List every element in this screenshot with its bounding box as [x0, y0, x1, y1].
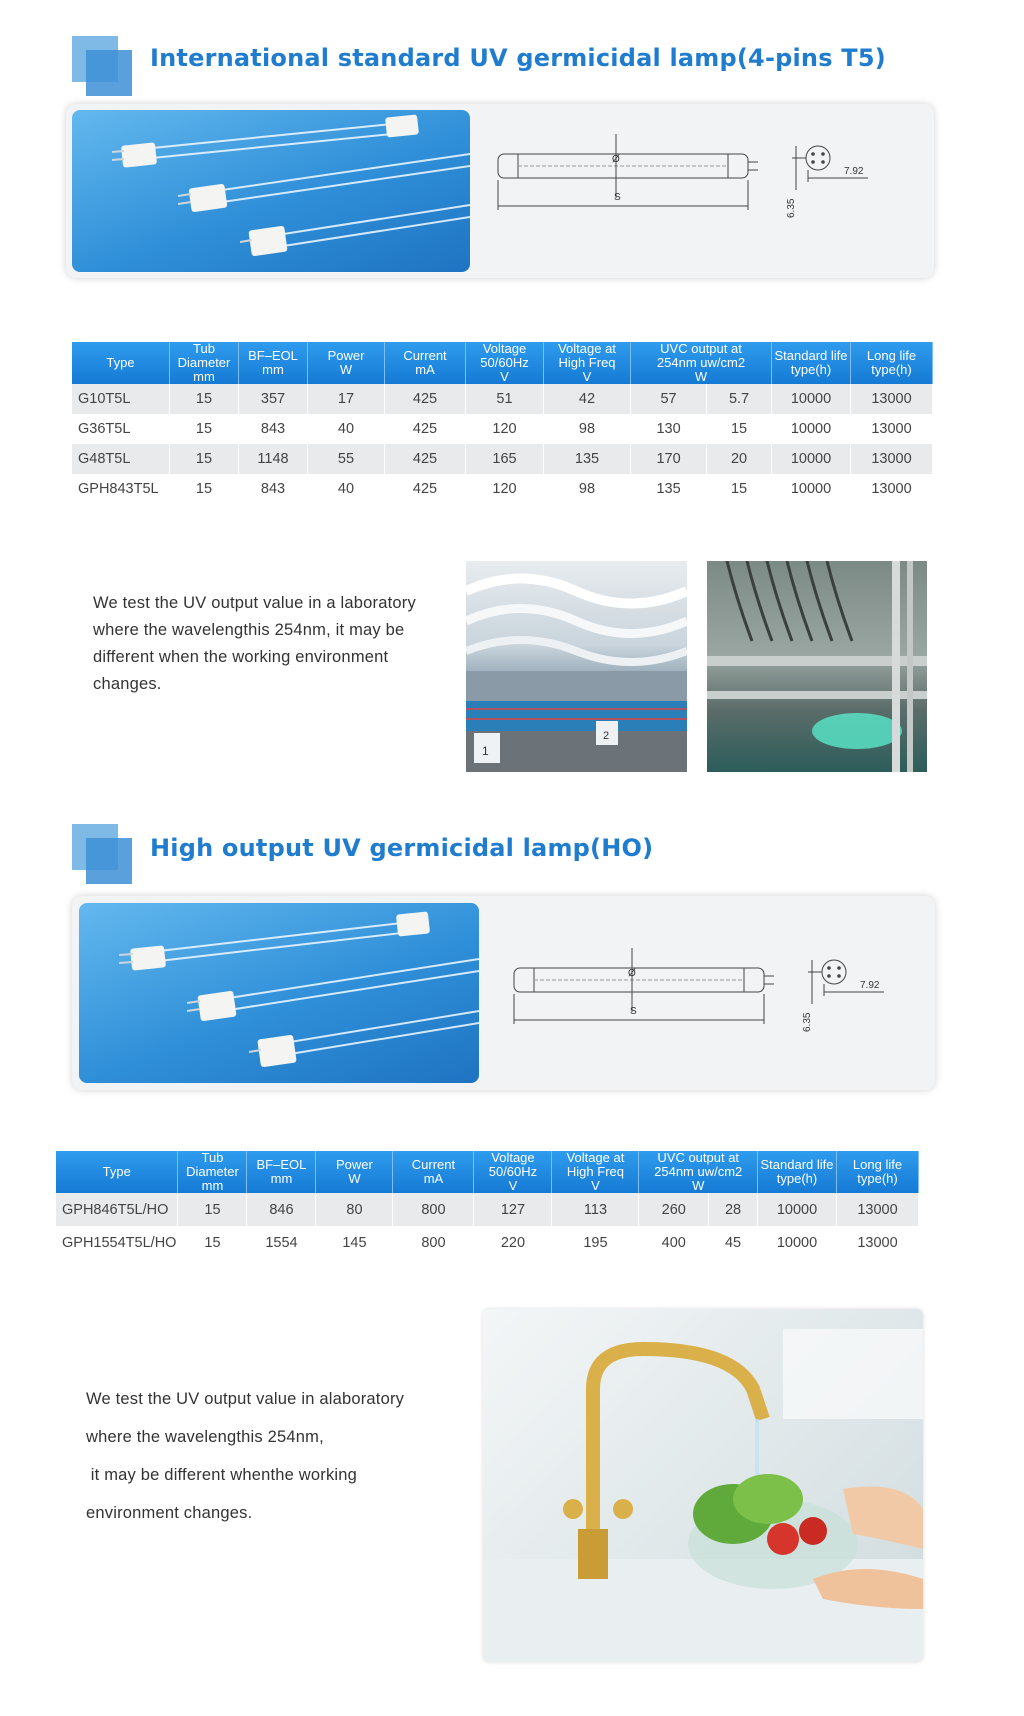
table-cell: GPH1554T5L/HO [56, 1226, 178, 1259]
table-cell: 800 [393, 1193, 474, 1226]
table-cell: 15 [170, 444, 239, 474]
table-cell: 113 [552, 1193, 639, 1226]
table-cell: 13000 [851, 414, 933, 444]
column-header: Voltage 50/60Hz V [466, 342, 544, 384]
table-cell: 1148 [239, 444, 308, 474]
section-icon [72, 824, 132, 884]
table-row [56, 1226, 919, 1259]
column-header: Voltage at High Freq V [544, 342, 631, 384]
pin-height-label: 6.35 [786, 198, 797, 218]
table-cell: 165 [466, 444, 544, 474]
table-cell: 1554 [247, 1226, 316, 1259]
spec-table-t5 [72, 342, 933, 504]
column-header: Current mA [385, 342, 466, 384]
table-cell: 15 [178, 1193, 247, 1226]
table-cell: 127 [474, 1193, 552, 1226]
table-cell: 13000 [851, 384, 933, 414]
column-header: UVC output at 254nm uw/cm2 W [631, 342, 772, 384]
section-title-ho: High output UV germicidal lamp(HO) [150, 834, 654, 862]
table-cell: 15 [707, 414, 772, 444]
table-cell: 120 [466, 474, 544, 504]
length-label: S [614, 192, 621, 203]
table-cell: 800 [393, 1226, 474, 1259]
table-cell: 15 [178, 1226, 247, 1259]
pin-spacing-label: 7.92 [844, 166, 864, 177]
table-cell: 98 [544, 474, 631, 504]
column-header: Tub Diameter mm [178, 1151, 247, 1193]
table-row [72, 474, 933, 504]
column-header: Type [56, 1151, 178, 1193]
table-cell: 13000 [837, 1193, 919, 1226]
table-cell: 40 [308, 474, 385, 504]
table-cell: 10000 [772, 444, 851, 474]
table-cell: G36T5L [72, 414, 170, 444]
table-cell: GPH846T5L/HO [56, 1193, 178, 1226]
table-cell: 425 [385, 384, 466, 414]
table-cell: G10T5L [72, 384, 170, 414]
spec-table-ho [56, 1151, 919, 1259]
water-treatment-photo [707, 561, 927, 772]
swimming-pool-photo [466, 561, 687, 772]
table-cell: 10000 [758, 1226, 837, 1259]
table-cell: G48T5L [72, 444, 170, 474]
diameter-label: Ø [628, 968, 636, 979]
table-cell: 135 [544, 444, 631, 474]
table-cell: 10000 [758, 1193, 837, 1226]
column-header: Current mA [393, 1151, 474, 1193]
column-header: Standard life type(h) [758, 1151, 837, 1193]
table-cell: 425 [385, 474, 466, 504]
table-cell: 15 [170, 414, 239, 444]
table-cell: 145 [316, 1226, 393, 1259]
table-cell: 10000 [772, 384, 851, 414]
table-cell: 195 [552, 1226, 639, 1259]
table-cell: GPH843T5L [72, 474, 170, 504]
pin-height-label: 6.35 [802, 1012, 813, 1032]
column-header: BF–EOL mm [239, 342, 308, 384]
table-cell: 13000 [851, 474, 933, 504]
table-header-row [72, 342, 933, 384]
table-cell: 357 [239, 384, 308, 414]
table-cell: 15 [707, 474, 772, 504]
table-cell: 425 [385, 444, 466, 474]
column-header: BF–EOL mm [247, 1151, 316, 1193]
table-cell: 15 [170, 474, 239, 504]
column-header: Long life type(h) [837, 1151, 919, 1193]
table-header-row [56, 1151, 919, 1193]
lamp-panel-ho [72, 896, 935, 1090]
table-cell: 425 [385, 414, 466, 444]
pin-spacing-label: 7.92 [860, 980, 880, 991]
table-cell: 55 [308, 444, 385, 474]
column-header: Type [72, 342, 170, 384]
table-cell: 15 [170, 384, 239, 414]
column-header: UVC output at 254nm uw/cm2 W [639, 1151, 758, 1193]
lamp-photo [79, 903, 479, 1083]
column-header: Long life type(h) [851, 342, 933, 384]
table-cell: 843 [239, 414, 308, 444]
lamp-photo [72, 110, 470, 272]
table-cell: 10000 [772, 474, 851, 504]
table-cell: 13000 [837, 1226, 919, 1259]
table-cell: 51 [466, 384, 544, 414]
lamp-dimension-diagram [512, 938, 922, 1058]
table-row [72, 444, 933, 474]
table-cell: 5.7 [707, 384, 772, 414]
table-row [72, 384, 933, 414]
lamp-dimension-diagram [496, 124, 906, 244]
column-header: Voltage 50/60Hz V [474, 1151, 552, 1193]
table-cell: 80 [316, 1193, 393, 1226]
table-cell: 170 [631, 444, 707, 474]
column-header: Tub Diameter mm [170, 342, 239, 384]
table-cell: 17 [308, 384, 385, 414]
table-cell: 45 [709, 1226, 758, 1259]
table-cell: 846 [247, 1193, 316, 1226]
lane-number: 1 [482, 744, 489, 758]
table-cell: 10000 [772, 414, 851, 444]
lamp-panel-t5 [66, 104, 934, 278]
column-header: Voltage at High Freq V [552, 1151, 639, 1193]
table-cell: 13000 [851, 444, 933, 474]
table-cell: 843 [239, 474, 308, 504]
lane-number: 2 [603, 730, 610, 742]
table-cell: 400 [639, 1226, 709, 1259]
column-header: Power W [316, 1151, 393, 1193]
table-cell: 28 [709, 1193, 758, 1226]
table-cell: 220 [474, 1226, 552, 1259]
lab-note-ho: We test the UV output value in alaboratory where the wavelengthis 254nm, it may be different whenthe working environment changes. [86, 1390, 405, 1522]
diameter-label: Ø [612, 154, 620, 165]
lab-note-t5: We test the UV output value in a laboratory where the wavelengthis 254nm, it may be different when the working environment changes. [93, 594, 416, 693]
table-cell: 57 [631, 384, 707, 414]
table-cell: 120 [466, 414, 544, 444]
section-icon [72, 36, 132, 96]
table-cell: 40 [308, 414, 385, 444]
table-cell: 98 [544, 414, 631, 444]
table-row [56, 1193, 919, 1226]
section-title-t5: International standard UV germicidal lamp(4-pins T5) [150, 44, 886, 72]
length-label: S [630, 1006, 637, 1017]
column-header: Power W [308, 342, 385, 384]
table-cell: 20 [707, 444, 772, 474]
table-row [72, 414, 933, 444]
kitchen-faucet-photo [483, 1309, 923, 1662]
table-cell: 130 [631, 414, 707, 444]
table-cell: 135 [631, 474, 707, 504]
table-cell: 260 [639, 1193, 709, 1226]
column-header: Standard life type(h) [772, 342, 851, 384]
table-cell: 42 [544, 384, 631, 414]
